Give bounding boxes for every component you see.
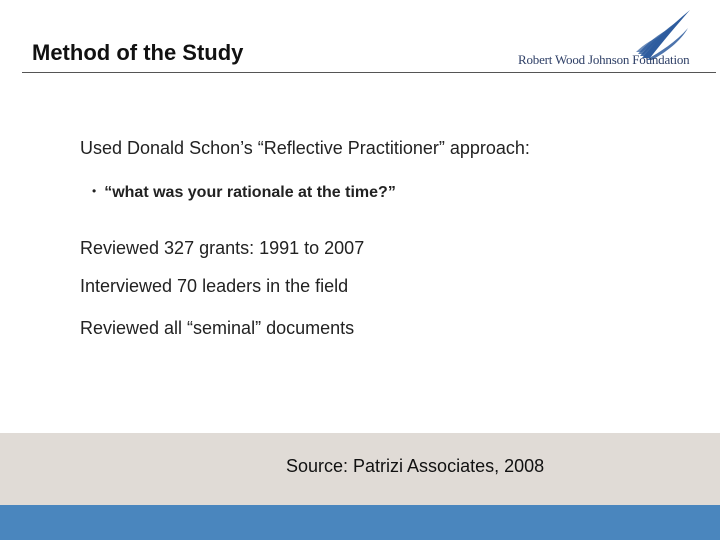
bullet-marker: • [92, 184, 97, 198]
interviews-text: Interviewed 70 leaders in the field [80, 276, 349, 296]
logo-text: Robert Wood Johnson Foundation [518, 52, 690, 67]
foundation-logo [512, 6, 692, 70]
documents-text: Reviewed all “seminal” documents [80, 318, 355, 338]
grants-text: Reviewed 327 grants: 1991 to 2007 [80, 238, 365, 258]
bullet-item [92, 184, 396, 202]
slide-title: Method of the Study [32, 40, 244, 65]
source-citation: Source: Patrizi Associates, 2008 [286, 456, 545, 476]
footer-bar [0, 505, 720, 540]
bullet-text: “what was your rationale at the time?” [104, 184, 396, 201]
title-divider [22, 72, 716, 73]
approach-text: Used Donald Schon’s “Reflective Practitioner” approach: [80, 138, 530, 158]
